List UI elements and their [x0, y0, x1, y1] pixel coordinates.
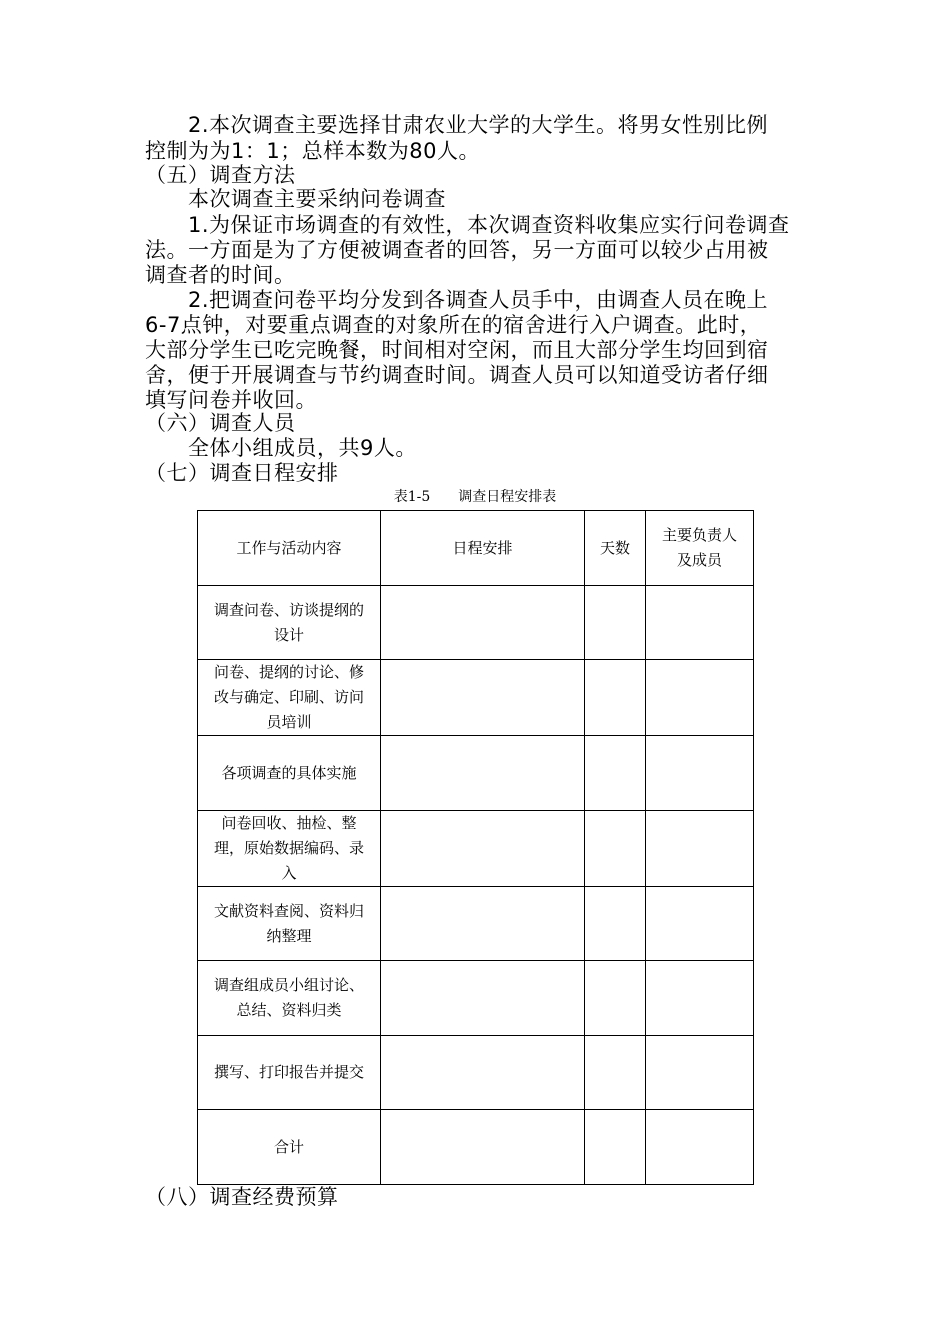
- table-cell: 调查组成员小组讨论、总结、资料归类: [198, 961, 381, 1036]
- table-cell: [381, 586, 585, 660]
- paragraph-line: 6-7点钟，对要重点调查的对象所在的宿舍进行入户调查。此时，: [145, 313, 762, 337]
- header-cell: 日程安排: [381, 511, 585, 586]
- paragraph-line: 舍，便于开展调查与节约调查时间。调查人员可以知道受访者仔细: [145, 363, 769, 387]
- table-cell: [381, 736, 585, 811]
- table-cell: [585, 1110, 646, 1185]
- table-cell: [646, 887, 754, 961]
- header-cell: 工作与活动内容: [198, 511, 381, 586]
- paragraph-line: 1.为保证市场调查的有效性，本次调查资料收集应实行问卷调查: [145, 213, 790, 237]
- table-cell: [646, 961, 754, 1036]
- paragraph-line: 填写问卷并收回。: [145, 388, 317, 412]
- paragraph-line: 大部分学生已吃完晚餐，时间相对空闲，而且大部分学生均回到宿: [145, 338, 769, 362]
- paragraph-line: 2.本次调查主要选择甘肃农业大学的大学生。将男女性别比例: [145, 113, 769, 137]
- section-heading-staff: （六）调查人员: [145, 411, 296, 435]
- table-cell: [381, 811, 585, 887]
- paragraph-line: 本次调查主要采纳问卷调查: [145, 187, 446, 211]
- table-cell: [585, 1036, 646, 1110]
- table-row: [198, 736, 754, 811]
- table-cell: 问卷、提纲的讨论、修改与确定、印刷、访问员培训: [198, 660, 381, 736]
- table-cell: [585, 660, 646, 736]
- table-cell: [646, 811, 754, 887]
- table-cell: [646, 586, 754, 660]
- table-cell: [585, 811, 646, 887]
- table-cell: 各项调查的具体实施: [198, 736, 381, 811]
- table-row: [198, 1036, 754, 1110]
- table-row: [198, 887, 754, 961]
- table-cell: [585, 961, 646, 1036]
- paragraph-line: 调查者的时间。: [145, 263, 296, 287]
- table-cell: [646, 1110, 754, 1185]
- section-heading-budget: （八）调查经费预算: [145, 1185, 339, 1209]
- table-cell: [646, 1036, 754, 1110]
- table-cell: [585, 736, 646, 811]
- table-cell: 撰写、打印报告并提交: [198, 1036, 381, 1110]
- header-cell: 天数: [585, 511, 646, 586]
- table-cell: [381, 961, 585, 1036]
- paragraph-line: 法。一方面是为了方便被调查者的回答，另一方面可以较少占用被: [145, 238, 769, 262]
- table-cell: [381, 660, 585, 736]
- table-cell: 调查问卷、访谈提纲的设计: [198, 586, 381, 660]
- table-cell: 合计: [198, 1110, 381, 1185]
- paragraph-line: 全体小组成员，共9人。: [145, 436, 417, 460]
- section-heading-schedule: （七）调查日程安排: [145, 461, 339, 485]
- section-heading-method: （五）调查方法: [145, 163, 296, 187]
- table-cell: [381, 1036, 585, 1110]
- table-cell: [585, 586, 646, 660]
- table-total-row: [198, 1110, 754, 1185]
- table-cell: [381, 887, 585, 961]
- paragraph-line: 2.把调查问卷平均分发到各调查人员手中，由调查人员在晚上: [145, 288, 769, 312]
- table-row: [198, 660, 754, 736]
- header-cell: 主要负责人及成员: [646, 511, 754, 586]
- table-header-row: [198, 511, 754, 586]
- table-cell: 文献资料查阅、资料归纳整理: [198, 887, 381, 961]
- table-cell: 问卷回收、抽检、整理，原始数据编码、录入: [198, 811, 381, 887]
- table-row: [198, 961, 754, 1036]
- schedule-table: [197, 510, 754, 1185]
- paragraph-line: 控制为为1：1；总样本数为80人。: [145, 139, 480, 163]
- table-row: [198, 586, 754, 660]
- table-cell: [381, 1110, 585, 1185]
- table-cell: [585, 887, 646, 961]
- table-cell: [646, 736, 754, 811]
- table-cell: [646, 660, 754, 736]
- table-row: [198, 811, 754, 887]
- table-caption: 表1-5 调查日程安排表: [393, 489, 557, 505]
